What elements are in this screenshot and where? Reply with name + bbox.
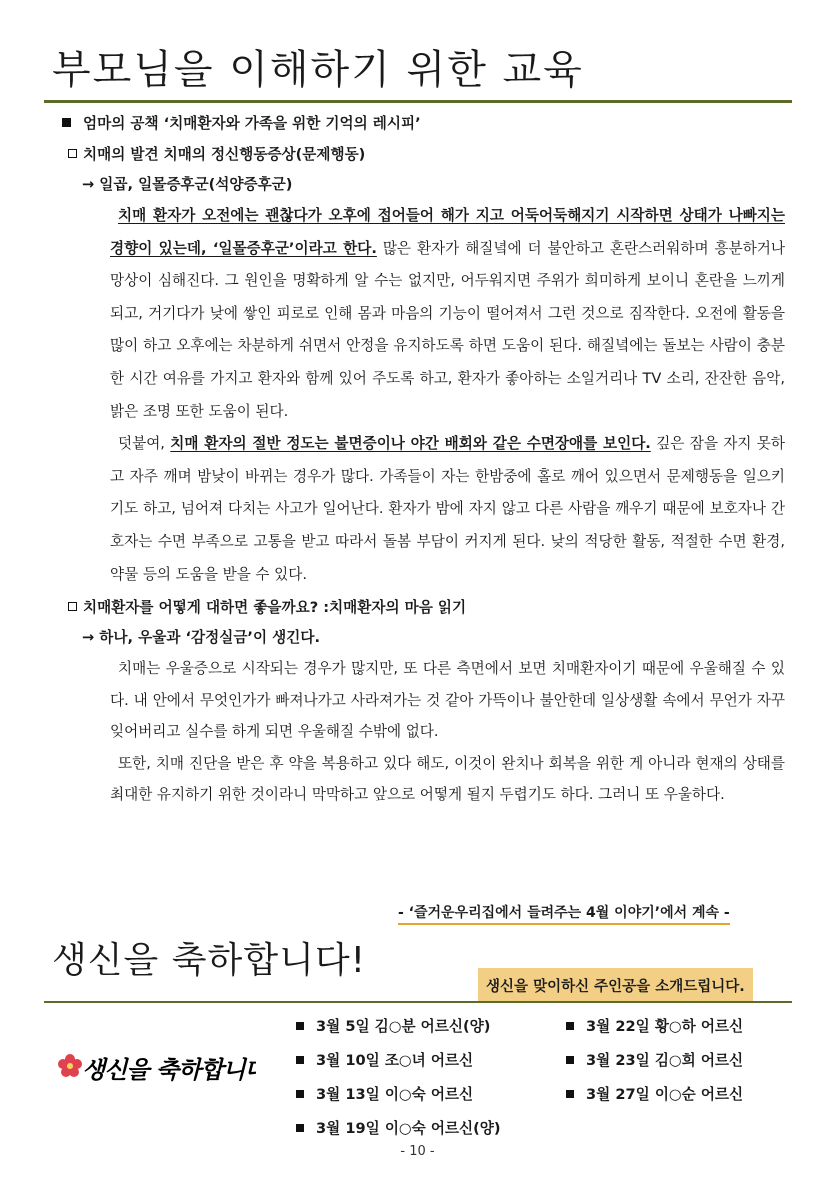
- emphasis-text: 치매 환자가 오전에는 괜찮다가 오후에 접어들어 해가 지고 어둑어둑해지기 시작하면 상태가 나빠지는 경향이 있는데, ‘일몰증후군’이라고 한다.: [110, 207, 785, 257]
- list-item: 3월 22일 황○하 어르신: [566, 1010, 743, 1044]
- list-item: 3월 23일 김○희 어르신: [566, 1044, 743, 1078]
- bullet-icon: [296, 1124, 304, 1132]
- birthday-intro: 생신을 맞이하신 주인공을 소개드립니다.: [478, 968, 753, 1003]
- bullet-icon: [566, 1022, 574, 1030]
- bullet-icon: [296, 1022, 304, 1030]
- logo-text: 생신을 축하합니다: [82, 1055, 256, 1084]
- birthday-list-right: [566, 1010, 743, 1112]
- flower-icon: [56, 1040, 256, 1100]
- topic-heading-1: → 일곱, 일몰증후군(석양증후군): [82, 176, 293, 193]
- list-item: 3월 13일 이○숙 어르신: [296, 1078, 501, 1112]
- list-item: 3월 5일 김○분 어르신(양): [296, 1010, 501, 1044]
- bullet-icon: [62, 118, 71, 127]
- birthday-title: 생신을 축하합니다!: [52, 940, 367, 981]
- emphasis-text: 치매 환자의 절반 정도는 불면증이나 야간 배회와 같은 수면장애를 보인다.: [170, 435, 651, 453]
- square-bullet-icon: [68, 602, 77, 611]
- article: [52, 108, 792, 811]
- bullet-icon: [566, 1056, 574, 1064]
- bullet-icon: [296, 1090, 304, 1098]
- section-heading: 엄마의 공책 ‘치매환자와 가족을 위한 기억의 레시피’: [62, 108, 792, 140]
- paragraph-depression: 치매는 우울증으로 시작되는 경우가 많지만, 또 다른 측면에서 보면 치매환자이기 때문에 우울해질 수 있다. 내 안에서 무엇인가가 빠져나가고 사라져가는 것 같아 가뜩이나 불안한데 일상생활 속에서 무언가 자꾸 잊어버리고 실수를 하게 되면 우울해질 수밖에 없다.: [110, 660, 785, 741]
- bullet-icon: [296, 1056, 304, 1064]
- birthday-logo: [56, 1040, 256, 1104]
- square-bullet-icon: [68, 149, 77, 158]
- paragraph-sleep-disorder: 덧붙여, 치매 환자의 절반 정도는 불면증이나 야간 배회와 같은 수면장애를 보인다. 깊은 잠을 자지 못하고 자주 깨며 밤낮이 바뀌는 경우가 많다. 가족들이 자는 한밤중에 홀로 깨어 있으면서 문제행동을 일으키기도 하고, 넘어져 다치는 사고가 일어난다. 환자가 밤에 자지 않고 다른 사람을 깨우기 때문에 보호자나 간호자는 수면 부족으로 고통을 받고 따라서 돌봄 부담이 커지게 된다. 낮의 적당한 활동, 적절한 수면 환경, 약물 등의 도움을 받을 수 있다.: [110, 435, 786, 583]
- page-number: - 10 -: [400, 1144, 435, 1159]
- birthday-divider: [44, 1001, 792, 1003]
- list-item: 3월 27일 이○순 어르신: [566, 1078, 743, 1112]
- page-title: 부모님을 이해하기 위한 교육: [52, 47, 584, 93]
- list-item: 3월 19일 이○숙 어르신(양): [296, 1112, 501, 1146]
- paragraph-sunset-syndrome: 치매 환자가 오전에는 괜찮다가 오후에 접어들어 해가 지고 어둑어둑해지기 시작하면 상태가 나빠지는 경향이 있는데, ‘일몰증후군’이라고 한다. 많은 환자가 해질녘에 더 불안하고 혼란스러워하며 흥분하거나 망상이 심해진다. 그 원인을 명확하게 알 수는 없지만, 어두워지면 주위가 희미하게 보이니 혼란을 느끼게 되고, 거기다가 낮에 쌓인 피로로 인해 몸과 마음의 기능이 떨어져서 그런 것으로 짐작한다. 오전에 활동을 많이 하고 오후에는 차분하게 쉬면서 안정을 유지하도록 하면 도움이 된다. 해질녘에는 돌보는 사람이 충분한 시간 여유를 가지고 환자와 함께 있어 주도록 하고, 환자가 좋아하는 소일거리나 TV 소리, 잔잔한 음악, 밝은 조명 또한 도움이 된다.: [110, 207, 786, 420]
- title-divider: [44, 100, 792, 103]
- topic-heading-2: → 하나, 우울과 ‘감정실금’이 생긴다.: [82, 629, 320, 647]
- list-item: 3월 10일 조○녀 어르신: [296, 1044, 501, 1078]
- subsection-heading-2: 치매환자를 어떻게 대하면 좋을까요? :치매환자의 마음 읽기: [68, 593, 792, 623]
- bullet-icon: [566, 1090, 574, 1098]
- subsection-heading-1: 치매의 발견 치매의 정신행동증상(문제행동): [68, 140, 792, 170]
- birthday-list-left: [296, 1010, 501, 1146]
- source-note: - ‘즐거운우리집에서 들려주는 4월 이야기’에서 계속 -: [398, 902, 730, 925]
- paragraph-depression-2: 또한, 치매 진단을 받은 후 약을 복용하고 있다 해도, 이것이 완치나 회복을 위한 게 아니라 현재의 상태를 최대한 유지하기 위한 것이라니 막막하고 앞으로 어떻게 될지 두렵기도 하다. 그러니 또 우울하다.: [110, 754, 785, 804]
